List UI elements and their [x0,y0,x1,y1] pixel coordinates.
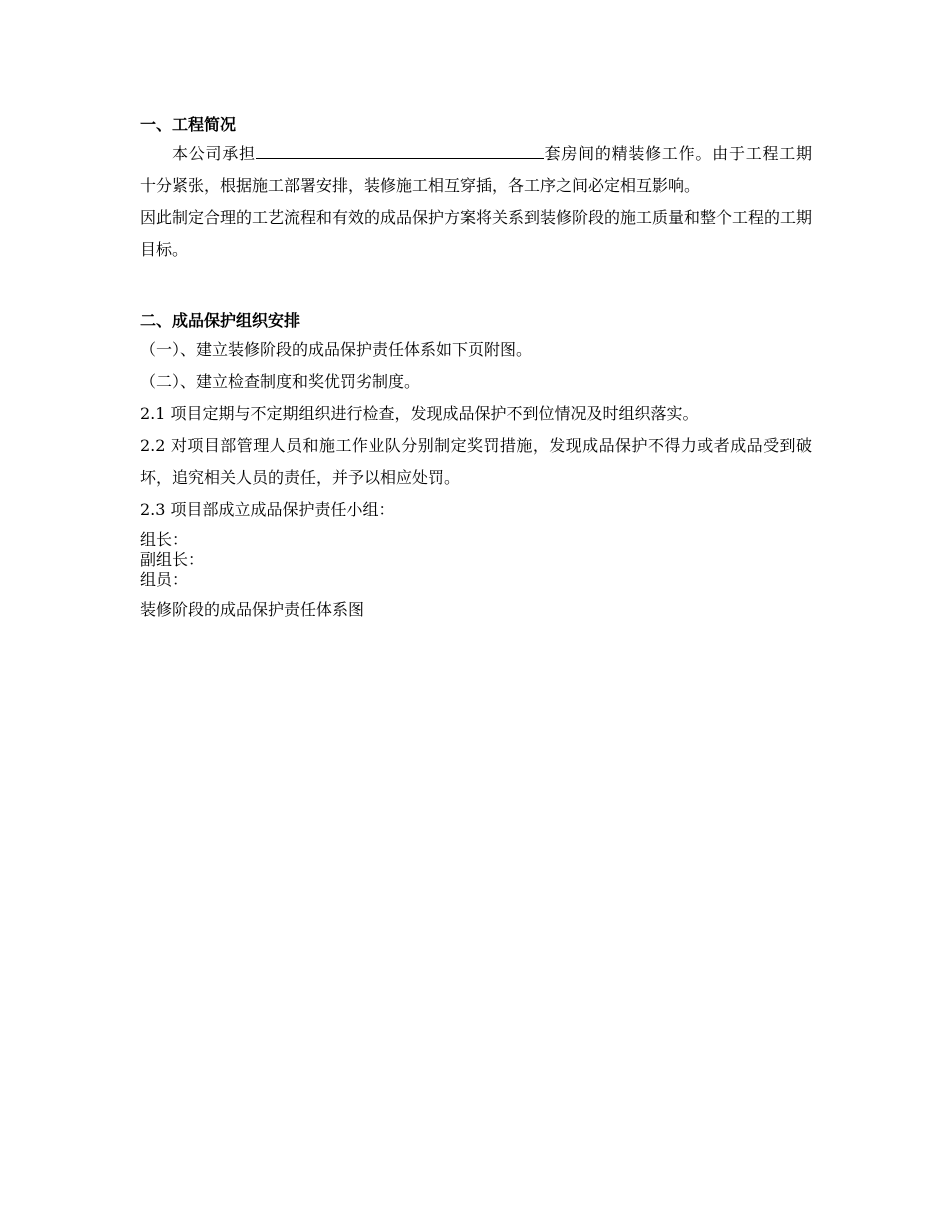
item-2: （二）、建立检查制度和奖优罚劣制度。 [140,372,421,391]
deputy-leader-label: 副组长： [140,550,205,569]
fill-in-blank-line[interactable] [256,140,544,159]
section-2-heading: 二、成品保护组织安排 [140,311,301,330]
section-1-paragraph-1 [140,138,812,202]
document-page [140,112,812,626]
section-1-paragraph-2: 因此制定合理的工艺流程和有效的成品保护方案将关系到装修阶段的施工质量和整个工程的工期目标。 [140,208,813,259]
paragraph-1-suffix: 套房间的精装修工作。由于工程工期十分紧张，根据施工部署安排，装修施工相互穿插，各工序之间必定相互影响。 [140,144,812,195]
figure-caption: 装修阶段的成品保护责任体系图 [140,600,365,619]
item-2-2: 2.2 对项目部管理人员和施工作业队分别制定奖罚措施，发现成品保护不得力或者成品受到破坏，追究相关人员的责任，并予以相应处罚。 [140,436,812,487]
item-2-3: 2.3 项目部成立成品保护责任小组： [140,500,395,519]
section-1-heading: 一、工程简况 [140,115,237,134]
paragraph-1-prefix: 本公司承担 [172,144,256,163]
group-leader-label: 组长： [140,530,189,549]
section-spacer [140,266,812,308]
item-2-1: 2.1 项目定期与不定期组织进行检查，发现成品保护不到位情况及时组织落实。 [140,404,699,423]
group-members-label: 组员： [140,570,189,589]
item-1: （一）、建立装修阶段的成品保护责任体系如下页附图。 [140,340,533,359]
